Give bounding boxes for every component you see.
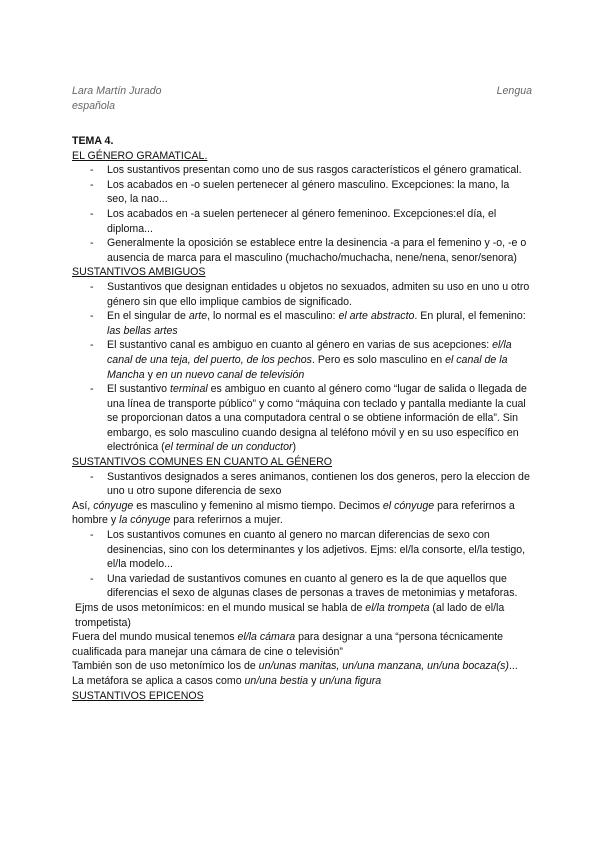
list-item	[72, 338, 532, 382]
example-term: terminal	[170, 383, 208, 396]
subject-line-2: española	[72, 99, 116, 112]
example-phrase: el/la cámara	[237, 631, 296, 644]
list-genero	[72, 163, 532, 265]
list-ambiguos	[72, 280, 532, 455]
text-run: Ejms de usos metonímicos: en el mundo musical se habla de	[75, 602, 366, 614]
list-item: - Los acabados en -a suelen pertenecer al género femeninoo. Excepciones:el día, el diploma...	[72, 207, 532, 236]
list-item: - Sustantivos designados a seres animanos, contienen los dos generos, pero la eleccion de uno u otro supone diferencia de sexo	[72, 470, 532, 499]
list-item: - Generalmente la oposición se establece entre la desinencia -a para el femenino y -o, -e o ausencia de marca para el masculino (muchacho/muchacha, nene/nena, senor/senora)	[72, 236, 532, 265]
text-run: y	[144, 368, 156, 381]
example-phrase: el terminal de un conductor	[164, 441, 293, 454]
text-run: Así,	[72, 499, 94, 512]
list-item	[72, 309, 532, 338]
example-phrase: el canal de la Mancha	[107, 353, 508, 381]
subject-line-1: Lengua	[496, 85, 532, 97]
example-term: arte	[188, 310, 208, 323]
paragraph-metonimicos	[72, 601, 532, 630]
doc-title: TEMA 4.	[72, 135, 114, 147]
text-run: para referirnos a hombre y	[72, 499, 515, 527]
example-phrase: un/unas manitas, un/una manzana, un/una bocaza(s)	[258, 660, 509, 673]
section-heading-comunes: SUSTANTIVOS COMUNES EN CUANTO AL GÉNERO	[72, 456, 332, 469]
text-run: es ambiguo en cuanto al género como “lugar de salida o llegada de una línea de transporte público” y como “máquina con teclado y pantalla mediante la cual se proporcionan datos a una computadora central o se obtiene información de ella”. Sin embargo, es solo masculino cuando designa al teléfono móvil y en su uso específico en electrónica (	[107, 383, 527, 454]
document-body	[72, 134, 532, 703]
text-run: El sustantivo	[107, 383, 171, 396]
example-phrase: las bellas artes	[107, 324, 178, 337]
text-run: . Pero es solo masculino en	[311, 353, 446, 366]
text-run: , lo normal es el masculino:	[207, 310, 339, 323]
list-item: - Una variedad de sustantivos comunes en cuanto al genero es la de que aquellos que diferencias el sexo de algunas clases de personas a traves de metonimias y metaforas.	[72, 572, 532, 601]
example-phrase: el/la canal de una teja, del puerto, de los pechos	[107, 339, 512, 366]
list-item: - Los sustantivos presentan como uno de sus rasgos característicos el género gramatical.	[72, 163, 532, 178]
text-run: También son de uso metonímico los de	[72, 660, 259, 673]
list-comunes-b	[72, 528, 532, 601]
text-run: para designar a una “persona técnicamente cualificada para manejar una cámara de cine o televisión”	[72, 631, 504, 658]
section-heading-ambiguos: SUSTANTIVOS AMBIGUOS	[72, 266, 206, 279]
paragraph-metafora	[72, 674, 532, 689]
page-header	[72, 84, 532, 113]
paragraph-camara	[72, 630, 532, 659]
text-run: . En plural, el femenino:	[414, 310, 526, 323]
section-heading-genero: EL GÉNERO GRAMATICAL.	[72, 149, 208, 162]
text-run: ...	[508, 660, 518, 673]
text-run: )	[292, 441, 297, 454]
list-item: - Sustantivos que designan entidades u objetos no sexuados, admiten su uso en uno u otro género sin que ello implique cambios de significado.	[72, 280, 532, 309]
text-run: es masculino y femenino al mismo tiempo. Decimos	[133, 499, 383, 512]
text-run: El sustantivo canal es ambiguo en cuanto al género en varias de sus acepciones:	[107, 339, 493, 352]
text-run: Fuera del mundo musical tenemos	[72, 631, 238, 644]
paragraph-conyuge	[72, 499, 532, 528]
example-phrase: el/la trompeta	[365, 602, 430, 614]
author-name: Lara Martín Jurado	[72, 85, 162, 97]
example-phrase: un/una figura	[319, 674, 382, 687]
example-phrase: un/una bestia	[244, 674, 309, 687]
list-item: - Los acabados en -o suelen pertenecer al género masculino. Excepciones: la mano, la seo, la nao...	[72, 178, 532, 207]
text-run: La metáfora se aplica a casos como	[72, 674, 245, 687]
text-run: (al lado de el/la trompetista)	[75, 602, 505, 629]
list-item: - Los sustantivos comunes en cuanto al genero no marcan diferencias de sexo con desinencias, sino con los determinantes y los adjetivos. Ejms: el/la consorte, el/la testigo, el/la modelo...	[72, 528, 532, 572]
text-run: para referirnos a mujer.	[170, 514, 283, 527]
list-item	[72, 382, 532, 455]
example-phrase: la cónyuge	[119, 514, 171, 527]
section-heading-epicenos: SUSTANTIVOS EPICENOS	[72, 689, 204, 702]
example-term: cónyuge	[93, 499, 134, 512]
text-run: y	[308, 674, 320, 687]
example-phrase: el arte abstracto	[338, 310, 415, 323]
text-run: En el singular de	[107, 310, 189, 323]
example-phrase: el cónyuge	[382, 499, 435, 512]
list-comunes-a	[72, 470, 532, 499]
paragraph-manitas	[72, 659, 532, 674]
example-phrase: en un nuevo canal de televisión	[155, 368, 305, 381]
